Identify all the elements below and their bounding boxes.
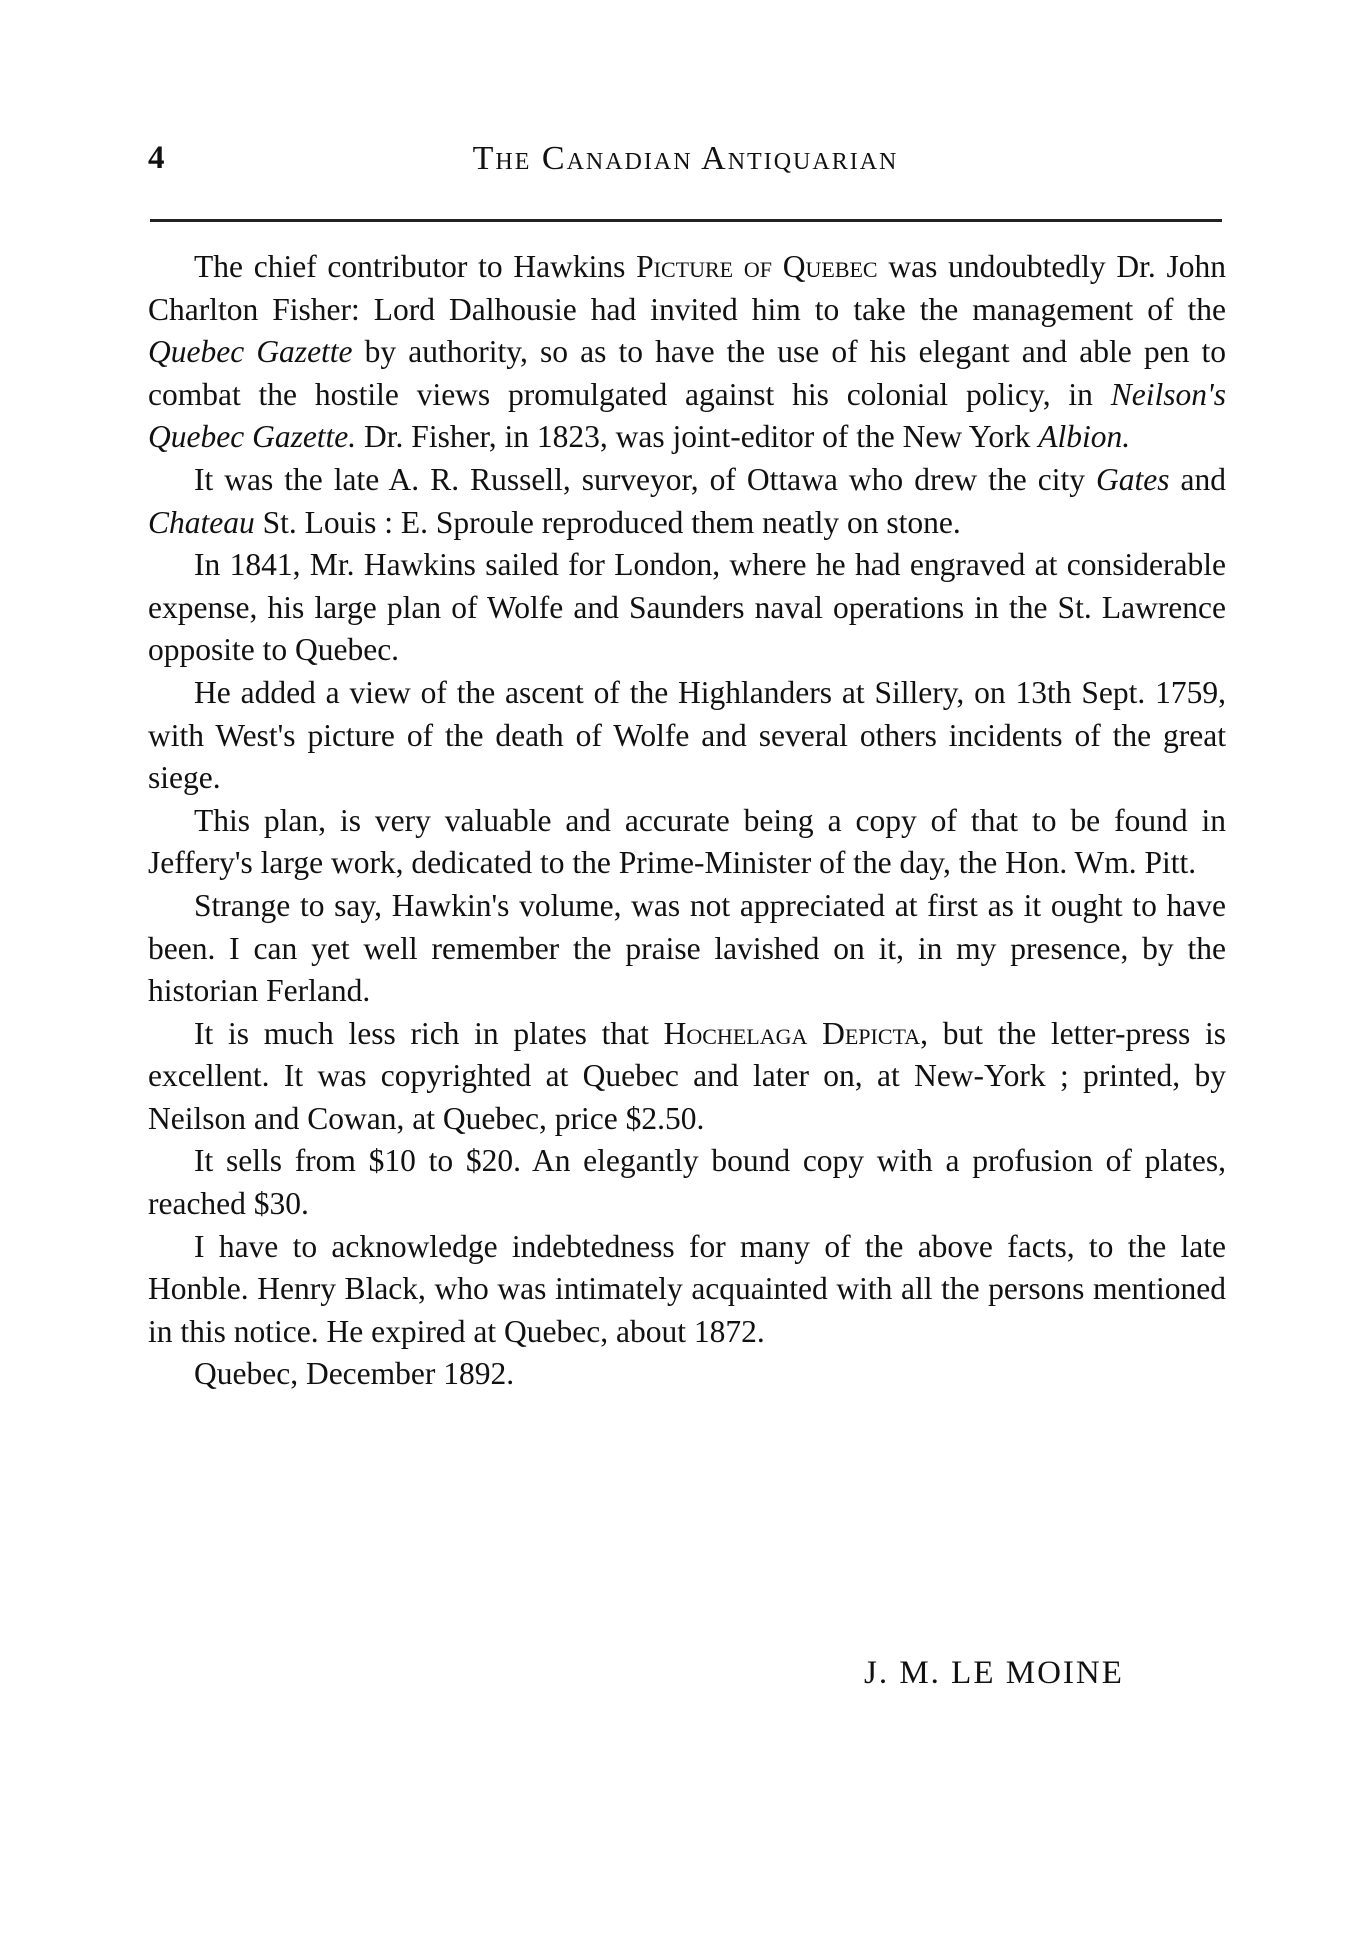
journal-title: The Canadian Antiquarian xyxy=(472,140,899,177)
page-number: 4 xyxy=(148,140,165,176)
paragraph-6: Strange to say, Hawkin's volume, was not appreciated at first as it ought to have been. I can yet well remember the praise lavished on it, in my presence, by the historian Ferland. xyxy=(148,887,1226,1009)
newspaper-title: Albion. xyxy=(1038,419,1131,455)
paragraph-2 xyxy=(148,459,1226,544)
paragraph-4: He added a view of the ascent of the Highlanders at Sillery, on 13th Sept. 1759, with West's picture of the death of Wolfe and several others incidents of the great siege. xyxy=(148,674,1226,796)
text-run: and xyxy=(1169,461,1226,497)
running-head xyxy=(148,140,1223,192)
paragraph-9: I have to acknowledge indebtedness for many of the above facts, to the late Honble. Henry Black, who was intimately acquainted with all the persons mentioned in this notice. He expired at Quebec, about 1872. xyxy=(148,1228,1226,1349)
text-run: It was the late A. R. Russell, surveyor, of Ottawa who drew the city xyxy=(194,461,1096,497)
book-title: Hochelaga Depicta xyxy=(663,1015,921,1051)
text-run: was undoubtedly Dr. John Charlton Fisher: Lord Dalhousie had invited him to take the management of the xyxy=(148,249,1226,327)
paragraph-1 xyxy=(148,246,1226,459)
text-run: Dr. Fisher, in 1823, was joint-editor of the New York xyxy=(356,419,1039,455)
paragraph-3: In 1841, Mr. Hawkins sailed for London, where he had engraved at considerable expense, his large plan of Wolfe and Saunders naval operations in the St. Lawrence opposite to Quebec. xyxy=(148,547,1226,668)
newspaper-title: Neilson's Quebec Gazette. xyxy=(148,376,1226,455)
newspaper-title: Quebec Gazette xyxy=(148,334,353,370)
paragraph-5: This plan, is very valuable and accurate being a copy of that to be found in Jeffery's large work, dedicated to the Prime-Minister of the day, the Hon. Wm. Pitt. xyxy=(148,802,1226,881)
italic-term: Chateau xyxy=(148,504,255,540)
book-title: Picture of Quebec xyxy=(636,249,878,284)
author-signature: J. M. LE MOINE xyxy=(864,1655,1124,1691)
text-run: by authority, so as to have the use of his elegant and able pen to combat the hostile views promulgated against his colonial policy, in xyxy=(148,334,1226,412)
italic-term: Gates xyxy=(1095,461,1170,497)
paragraph-7 xyxy=(148,1013,1226,1141)
text-run: St. Louis : E. Sproule reproduced them neatly on stone. xyxy=(254,504,961,540)
text-run: , but the letter-press is excellent. It was copyrighted at Quebec and later on, at New-York ; printed, by Neilson and Cowan, at Quebec, price $2.50. xyxy=(148,1015,1226,1136)
paragraph-8: It sells from $10 to $20. An elegantly bound copy with a profusion of plates, reached $30. xyxy=(148,1143,1226,1222)
header-rule xyxy=(150,219,1222,222)
article-body xyxy=(148,246,1226,1396)
text-run: The chief contributor to Hawkins xyxy=(194,249,637,284)
text-run: It is much less rich in plates that xyxy=(194,1015,664,1051)
dateline: Quebec, December 1892. xyxy=(194,1356,515,1392)
